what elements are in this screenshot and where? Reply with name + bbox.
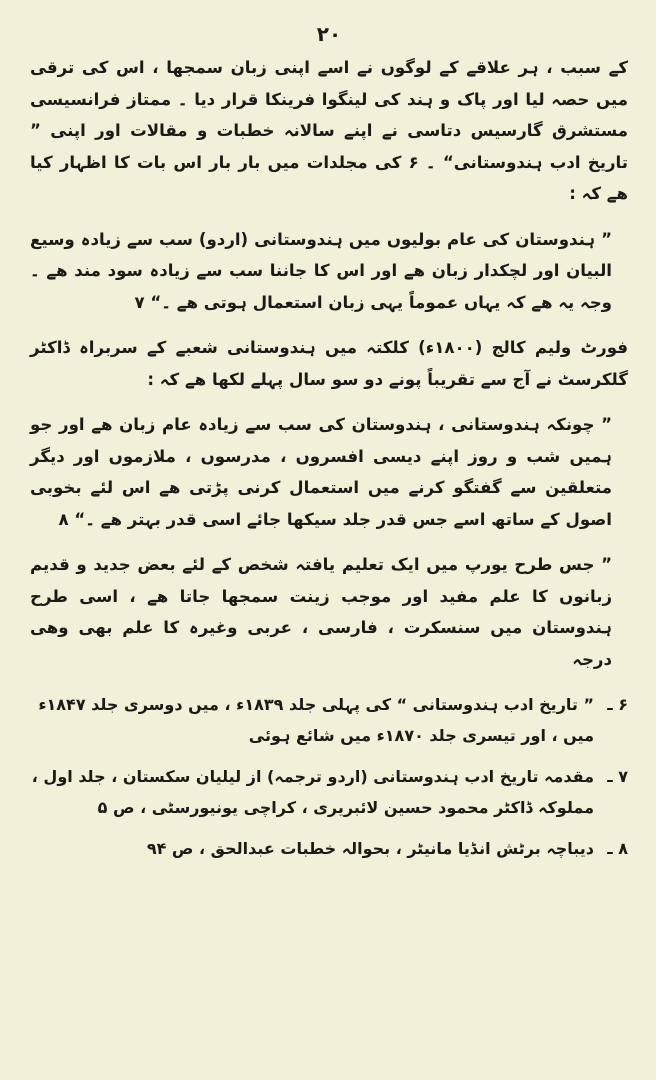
footnote-number: ۷ ـ bbox=[607, 767, 628, 786]
footnote-text: ” تاریخ ادب ہندوستانی “ کی پہلی جلد ۱۸۳۹ء ، میں دوسری جلد ۱۸۴۷ء میں ، اور تیسری جلد ۱۸۷۰ء میں شائع ہوئی bbox=[38, 695, 594, 745]
footnote-7 bbox=[30, 761, 628, 823]
body-paragraph-2: فورٹ ولیم کالج (۱۸۰۰ء) کلکتہ میں ہندوستانی شعبے کے سربراہ ڈاکٹر گلکرسٹ نے آج سے تقریباً پونے دو سو سال پہلے لکھا ھے کہ : bbox=[30, 338, 628, 389]
footnote-6 bbox=[30, 689, 628, 751]
quote-tassy: ” ہندوستان کی عام بولیوں میں ہندوستانی (اردو) سب سے زیادہ وسیع البیان اور لچکدار زبان ھے اور اس کا جاننا سب سے زیادہ سود مند ھے ۔ وجہ یہ ھے کہ یہاں عموماً یہی زبان استعمال ہوتی ھے ۔“ ۷ bbox=[30, 229, 612, 312]
footnote-text: مقدمہ تاریخ ادب ہندوستانی (اردو ترجمہ) از لیلیان سکستان ، جلد اول ، مملوکہ ڈاکٹر محمود حسین لائبریری ، کراچی یونیورسٹی ، ص ۵ bbox=[31, 767, 594, 817]
footnote-8 bbox=[30, 833, 628, 864]
quote-europe: ” جس طرح یورپ میں ایک تعلیم یافتہ شخص کے لئے بعض جدید و قدیم زبانوں کا علم مفید اور موجب زینت سمجھا جاتا ھے ، اسی طرح ہندوستان میں سنسکرت ، فارسی ، عربی وغیرہ کا علم بھی وھی درجہ bbox=[30, 555, 612, 669]
footnote-number: ۸ ـ bbox=[607, 839, 628, 858]
footnotes bbox=[30, 689, 628, 864]
quote-gilchrist: ” چونکہ ہندوستانی ، ہندوستان کی سب سے زیادہ عام زبان ھے اور جو ہمیں شب و روز اپنے دیسی افسروں ، مدرسوں ، ملازموں اور دیگر متعلقین سے گفتگو کرنے میں استعمال کرنی پڑتی ھے اس لئے بخوبی اصول کے ساتھ اسے جس قدر جلد سیکھا جائے اسی قدر بہتر ھے ۔“ ۸ bbox=[30, 415, 612, 529]
body-paragraph-1: کے سبب ، ہر علاقے کے لوگوں نے اسے اپنی زبان سمجھا ، اس کی ترقی میں حصہ لیا اور پاک و ہند کی لینگوا فرینکا قرار دیا ۔ ممتاز فرانسیسی مستشرق گارسیس دتاسی نے اپنے سالانہ خطبات و مقالات اور اپنی ” تاریخ ادب ہندوستانی“ ۔ ۶ کی مجلدات میں بار بار اس بات کا اظہار کیا ھے کہ : bbox=[30, 58, 628, 203]
footnote-number: ۶ ـ bbox=[607, 695, 628, 714]
page-number: ۲۰ bbox=[316, 22, 342, 46]
footnote-text: دیباچہ برٹش انڈیا مانیٹر ، بحوالہ خطبات عبدالحق ، ص ۹۴ bbox=[146, 839, 594, 858]
